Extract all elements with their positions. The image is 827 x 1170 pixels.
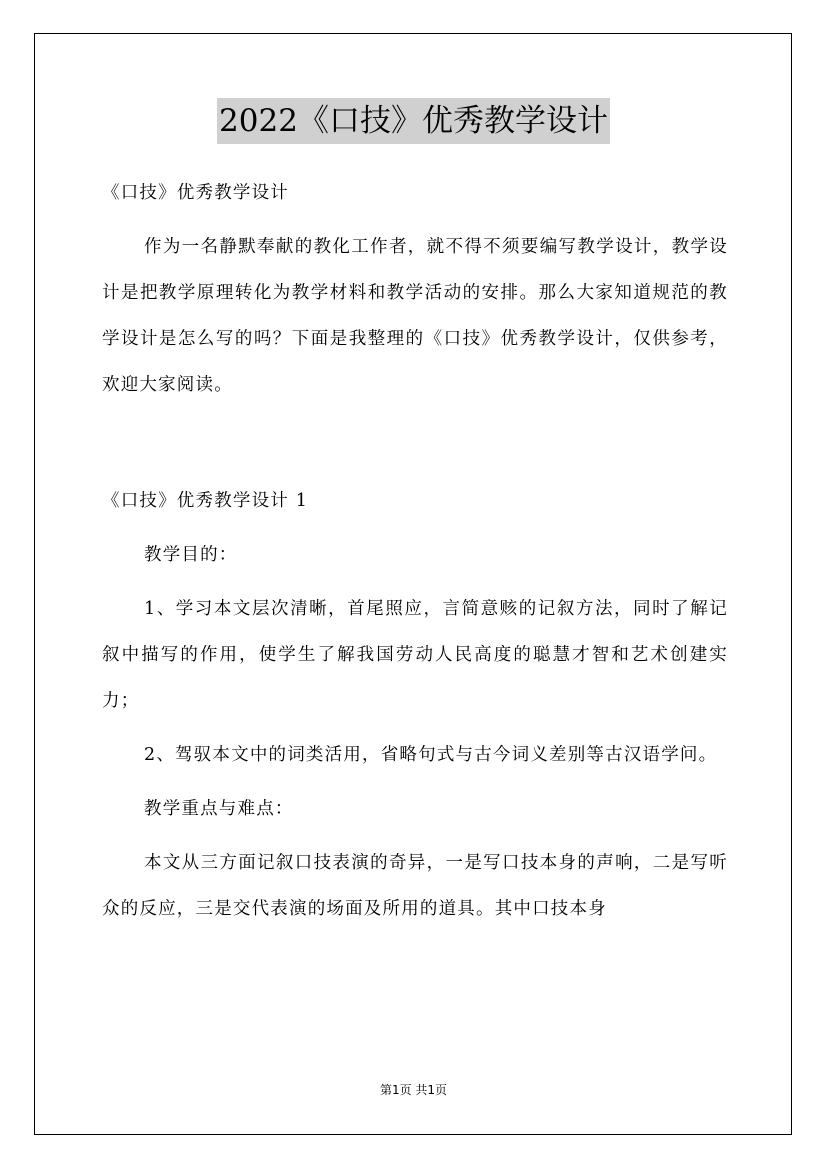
goal-heading: 教学目的： (144, 545, 238, 565)
document-title: 2022《口技》优秀教学设计 (217, 98, 610, 144)
document-body (102, 170, 728, 932)
title-wrap (0, 98, 827, 144)
subtitle: 《口技》优秀教学设计 (102, 183, 289, 203)
key-heading: 教学重点与难点： (144, 799, 294, 819)
intro-paragraph: 作为一名静默奉献的教化工作者，就不得不须要编写教学设计，教学设计是把教学原理转化为教学材料和教学活动的安排。那么大家知道规范的教学设计是怎么写的吗？下面是我整理的《口技》优秀教学设计，仅供参考，欢迎大家阅读。 (102, 237, 728, 395)
goal-item-2: 2、驾驭本文中的词类活用，省略句式与古今词义差别等古汉语学问。 (144, 745, 718, 765)
page-footer: 第1页 共1页 (379, 1083, 448, 1097)
section-heading: 《口技》优秀教学设计 1 (102, 491, 309, 511)
key-paragraph: 本文从三方面记叙口技表演的奇异，一是写口技本身的声响，二是写听众的反应，三是交代表演的场面及所用的道具。其中口技本身 (102, 853, 728, 919)
goal-item-1: 1、学习本文层次清晰，首尾照应，言简意赅的记叙方法，同时了解记叙中描写的作用，使学生了解我国劳动人民高度的聪慧才智和艺术创建实力； (102, 599, 728, 711)
